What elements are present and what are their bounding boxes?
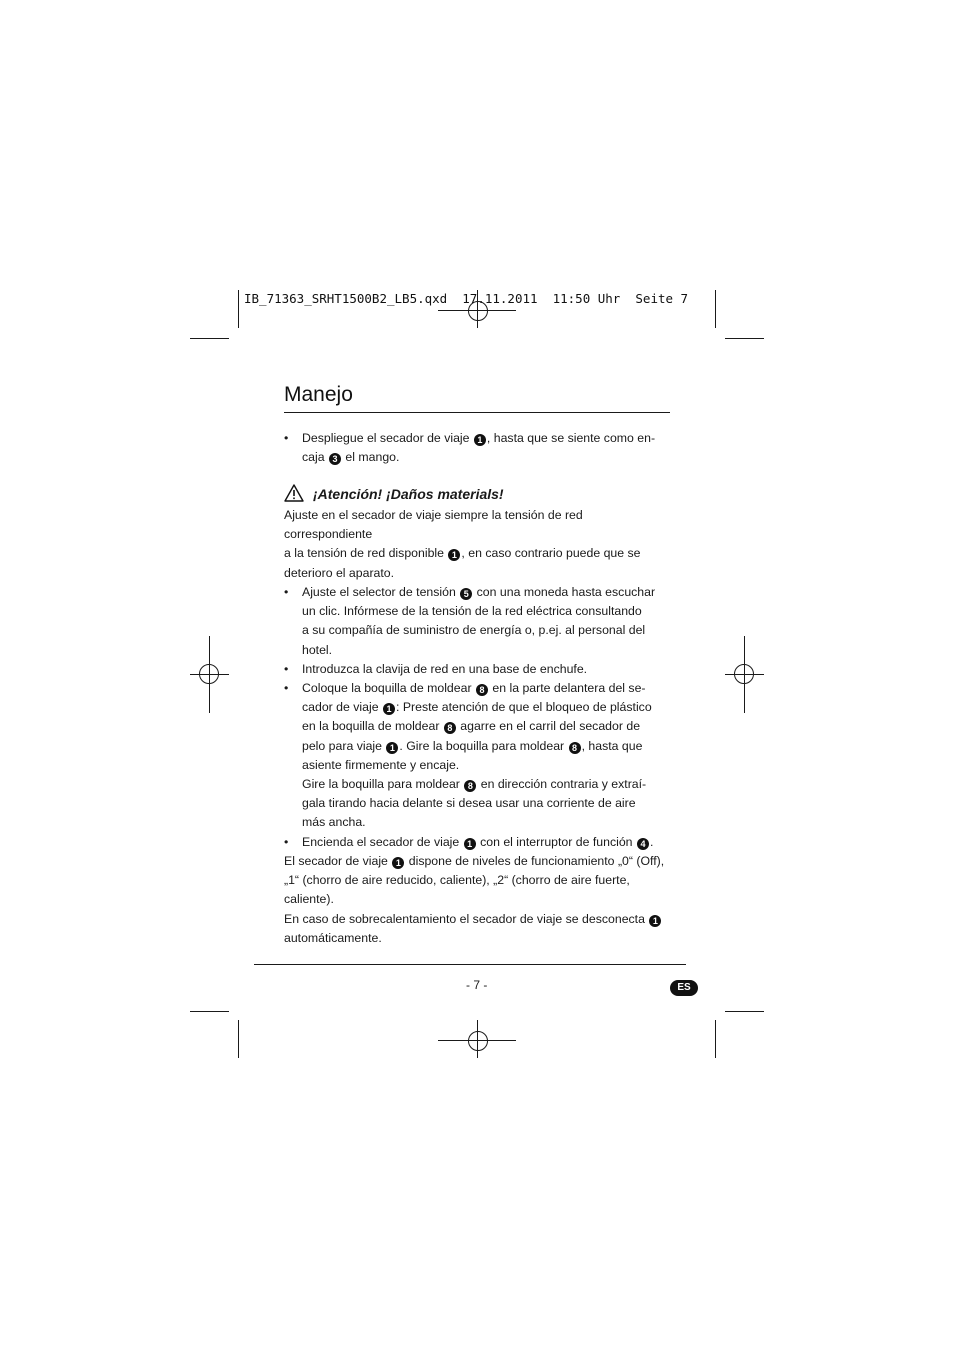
printer-slug [244,291,688,306]
part-number-icon: 1 [649,915,661,927]
page-number: - 7 - [466,978,488,992]
list-item [284,833,674,852]
crop-mark [190,338,229,339]
warning-text: Ajuste en el secador de viaje siempre la tensión de red correspondiente a la tensión de red disponible 1 , en caso contrario puede que se deterioro el aparato. [284,508,641,580]
crop-mark [725,338,764,339]
part-number-icon: 8 [444,722,456,734]
warning-triangle-icon [284,484,304,502]
list-item-text: Coloque la boquilla de moldear 8 en la parte delantera del se- cador de viaje 1 : Preste atención de que el bloqueo de plástico en la boquilla de moldear 8 agarre en el carril del secador de pelo para viaje 1 . Gire la boquilla para moldear 8 , hasta que asiente firmemente y encaje. Gire la boquilla para moldear 8 en dirección contraria y extraí- gala tirando hacia delante si desea usar una corriente de aire más ancha. [302,681,652,830]
part-number-icon: 1 [386,742,398,754]
list-item-text: Despliegue el secador de viaje 1 , hasta que se siente como en- caja 3 el mango. [302,431,656,465]
bullet-icon: • [284,681,289,695]
list-item [284,583,674,660]
slug-time: 11:50 Uhr [552,291,621,306]
list-item [284,679,674,833]
part-number-icon: 3 [329,453,341,465]
part-number-icon: 8 [569,742,581,754]
part-number-icon: 1 [392,857,404,869]
part-number-icon: 5 [460,588,472,600]
section-title: Manejo [284,383,353,406]
crop-mark [190,1011,229,1012]
slug-filename: IB_71363_SRHT1500B2_LB5.qxd [244,291,448,306]
part-number-icon: 4 [637,838,649,850]
bullet-icon: • [284,431,289,445]
language-badge: ES [670,980,698,996]
registration-mark [199,664,219,684]
registration-mark [734,664,754,684]
list-item-text: Ajuste el selector de tensión 5 con una moneda hasta escuchar un clic. Infórmese de la tensión de la red eléctrica consultando a su compañía de suministro de energía o, p.ej. al personal del hotel. [302,585,656,657]
slug-date: 17.11.2011 [462,291,538,306]
list-item-text: Introduzca la clavija de red en una base de enchufe. [302,662,588,676]
list-item [284,429,674,467]
paragraph: En caso de sobrecalentamiento el secador de viaje se desconecta 1 automáticamente. [284,910,674,948]
part-number-icon: 1 [464,838,476,850]
bullet-icon: • [284,662,289,676]
crop-mark [715,290,716,328]
registration-mark [468,1031,488,1051]
part-number-icon: 8 [476,684,488,696]
title-underline [284,412,670,413]
slug-page: Seite 7 [635,291,689,306]
part-number-icon: 8 [464,780,476,792]
part-number-icon: 1 [448,549,460,561]
list-item-text: Encienda el secador de viaje 1 con el interruptor de función 4 . [302,835,654,849]
crop-mark [238,1020,239,1058]
bullet-icon: • [284,835,289,849]
crop-mark [238,290,239,328]
footer-rule [254,964,686,965]
part-number-icon: 1 [474,434,486,446]
list-item [284,660,674,679]
warning-title: ¡Atención! ¡Daños materials! [313,486,504,502]
part-number-icon: 1 [383,703,395,715]
crop-mark [725,1011,764,1012]
crop-mark [715,1020,716,1058]
bullet-icon: • [284,585,289,599]
paragraph: El secador de viaje 1 dispone de niveles de funcionamiento „0“ (Off), „1“ (chorro de aire reducido, caliente), „2“ (chorro de aire fuerte, caliente). [284,854,665,907]
